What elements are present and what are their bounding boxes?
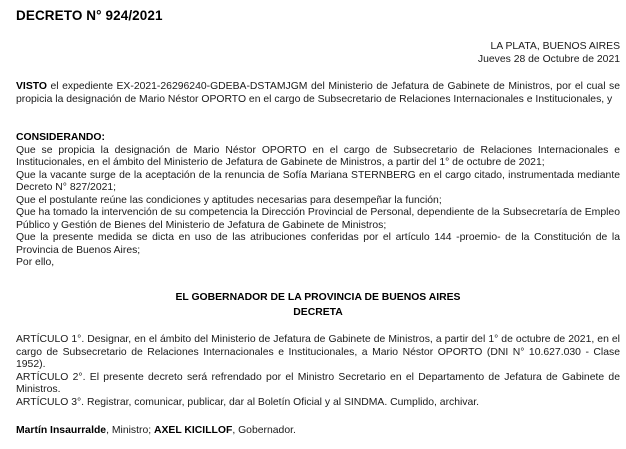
visto-label: VISTO — [16, 81, 47, 92]
governor-heading: EL GOBERNADOR DE LA PROVINCIA DE BUENOS AIRES — [175, 292, 461, 303]
considerando-paragraph: Por ello, — [16, 257, 55, 268]
considerando-paragraph: Que la presente medida se dicta en uso de las atribuciones conferidas por el artículo 144 -proemio- de la Constitución de la Provincia de Buenos Aires; — [16, 232, 620, 256]
date-line: Jueves 28 de Octubre de 2021 — [477, 53, 620, 65]
signer-governor-role: , Gobernador. — [232, 425, 296, 436]
considerando-paragraph: Que el postulante reúne las condiciones y aptitudes necesarias para desempeñar la función; — [16, 194, 442, 206]
signer-governor: AXEL KICILLOF — [154, 425, 233, 436]
decree-header — [16, 290, 620, 320]
signer-minister-role: , Ministro; — [106, 425, 154, 436]
visto-section — [16, 81, 620, 106]
considerando-label: CONSIDERANDO: — [16, 132, 105, 143]
considerando-paragraph: Que se propicia la designación de Mario Néstor OPORTO en el cargo de Subsecretario de Relaciones Internacionales e Institucionales, en el ámbito del Ministerio de Jefatura de Gabinete de Ministros, a partir del 1° de octubre de 2021; — [16, 144, 620, 168]
article-1: ARTÍCULO 1°. Designar, en el ámbito del Ministerio de Jefatura de Gabinete de Ministros, a partir del 1° de octubre de 2021, en el cargo de Subsecretario de Relaciones Internacionales e Institucionales, a Mario Néstor OPORTO (DNI N° 10.627.030 - Clase 1952). — [16, 334, 620, 370]
place-line: LA PLATA, BUENOS AIRES — [490, 41, 620, 52]
considerando-paragraph: Que ha tomado la intervención de su competencia la Dirección Provincial de Personal, dependiente de la Subsecretaría de Empleo Público y Gestión de Bienes del Ministerio de Jefatura de Gabinete de Ministros; — [16, 207, 620, 231]
articles-section — [16, 334, 620, 409]
place-date — [478, 41, 620, 66]
decree-title: DECRETO N° 924/2021 — [16, 8, 163, 23]
considerando-section — [16, 132, 620, 270]
visto-text: el expediente EX-2021-26296240-GDEBA-DSTAMJGM del Ministerio de Jefatura de Gabinete de Ministros, por el cual se propicia la designación de Mario Néstor OPORTO en el cargo de Subsecretario de Relaciones Internacionales e Institucionales, y — [16, 81, 621, 105]
signer-minister: Martín Insaurralde — [16, 425, 107, 436]
considerando-paragraph: Que la vacante surge de la aceptación de la renuncia de Sofía Mariana STERNBERG en el cargo citado, instrumentada mediante Decreto N° 827/2021; — [16, 169, 620, 193]
article-3: ARTÍCULO 3°. Registrar, comunicar, publicar, dar al Boletín Oficial y al SINDMA. Cumplido, archivar. — [16, 396, 480, 408]
article-2: ARTÍCULO 2°. El presente decreto será refrendado por el Ministro Secretario en el Departamento de Jefatura de Gabinete de Ministros. — [16, 371, 620, 395]
decreta-heading: DECRETA — [293, 307, 343, 318]
signature-line — [16, 425, 296, 438]
